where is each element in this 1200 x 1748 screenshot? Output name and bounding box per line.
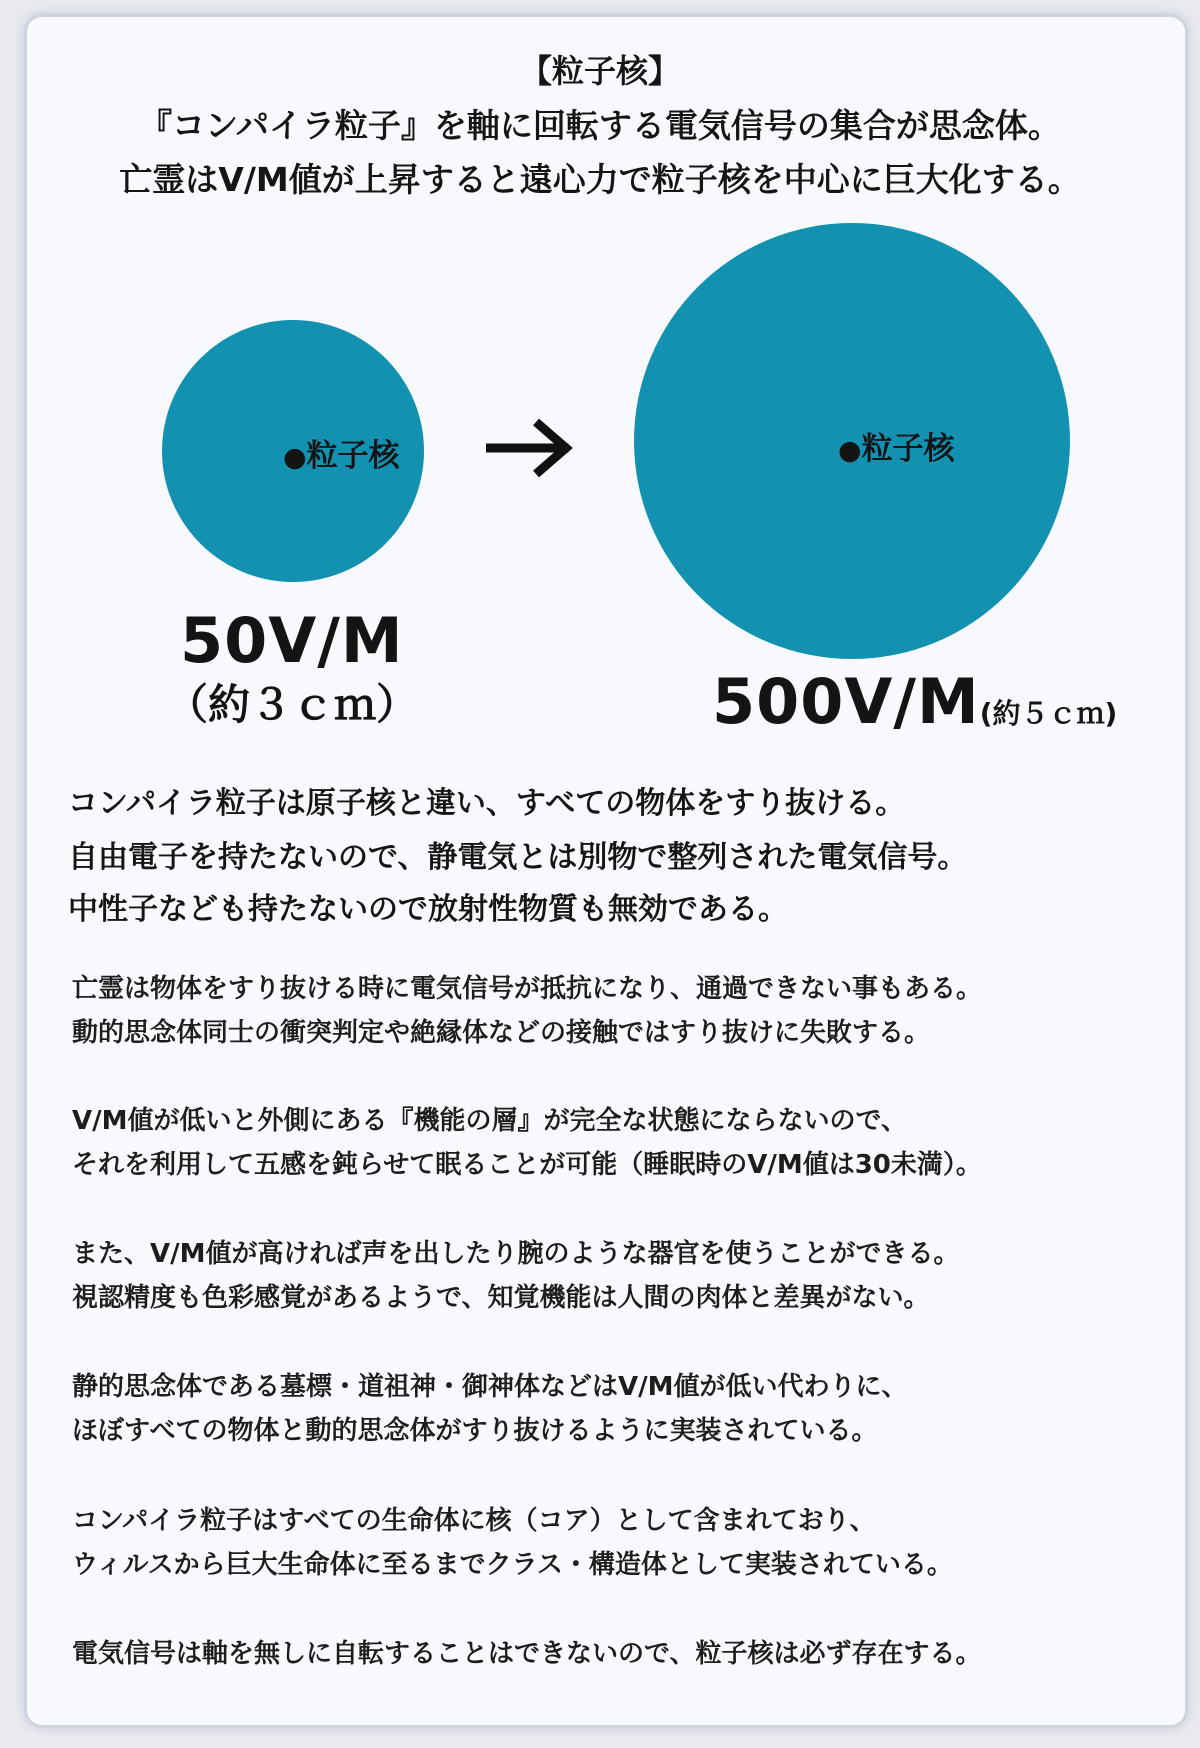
right-arrow-icon	[486, 414, 576, 482]
big-core-label	[838, 423, 955, 468]
core-label-text: 粒子核	[306, 438, 400, 474]
small-core-label	[283, 430, 400, 475]
paragraph-line: それを利用して五感を鈍らせて眠ることが可能（睡眠時のV/M値は30未満）。	[72, 1150, 982, 1180]
header-line-2: 亡霊はV/M値が上昇すると遠心力で粒子核を中心に巨大化する。	[119, 160, 1081, 199]
big-size-note: (約５ｃｍ)	[979, 697, 1118, 730]
paragraph-line: ほぼすべての物体と動的思念体がすり抜けるように実装されている。	[72, 1416, 878, 1446]
paragraph-line: 亡霊は物体をすり抜ける時に電気信号が抵抗になり、通過できない事もある。	[72, 974, 983, 1004]
emphasis-line: コンパイラ粒子は原子核と違い、すべての物体をすり抜ける。	[68, 786, 906, 821]
header-line-1: 『コンパイラ粒子』を軸に回転する電気信号の集合が思念体。	[139, 106, 1061, 145]
core-dot-icon: ●	[838, 435, 862, 466]
small-vm-value: 50V/M	[180, 604, 404, 677]
paragraph-line: 静的思念体である墓標・道祖神・御神体などはV/M値が低い代わりに、	[72, 1372, 908, 1402]
small-size-note: （約３ｃｍ）	[166, 680, 419, 729]
paragraph-line: また、V/M値が高ければ声を出したり腕のような器官を使うことができる。	[72, 1239, 960, 1269]
big-value-line	[712, 665, 1117, 738]
paragraph-line: ウィルスから巨大生命体に至るまでクラス・構造体として実装されている。	[72, 1550, 953, 1580]
paragraph-line: 視認精度も色彩感覚があるようで、知覚機能は人間の肉体と差異がない。	[72, 1283, 930, 1313]
paragraph-line: コンパイラ粒子はすべての生命体に核（コア）として含まれており、	[72, 1506, 876, 1536]
core-dot-icon: ●	[283, 442, 307, 473]
section-tag: 【粒子核】	[519, 52, 680, 90]
paragraph-line: 動的思念体同士の衝突判定や絶縁体などの接触ではすり抜けに失敗する。	[72, 1018, 931, 1048]
big-vm-value: 500V/M	[712, 665, 980, 738]
emphasis-line: 自由電子を持たないので、静電気とは別物で整列された電気信号。	[68, 840, 968, 875]
paragraph-line: V/M値が低いと外側にある『機能の層』が完全な状態にならないので、	[72, 1106, 907, 1136]
paragraph-line: 電気信号は軸を無しに自転することはできないので、粒子核は必ず存在する。	[72, 1639, 982, 1669]
core-label-text: 粒子核	[861, 431, 955, 467]
emphasis-line: 中性子なども持たないので放射性物質も無効である。	[68, 892, 788, 927]
